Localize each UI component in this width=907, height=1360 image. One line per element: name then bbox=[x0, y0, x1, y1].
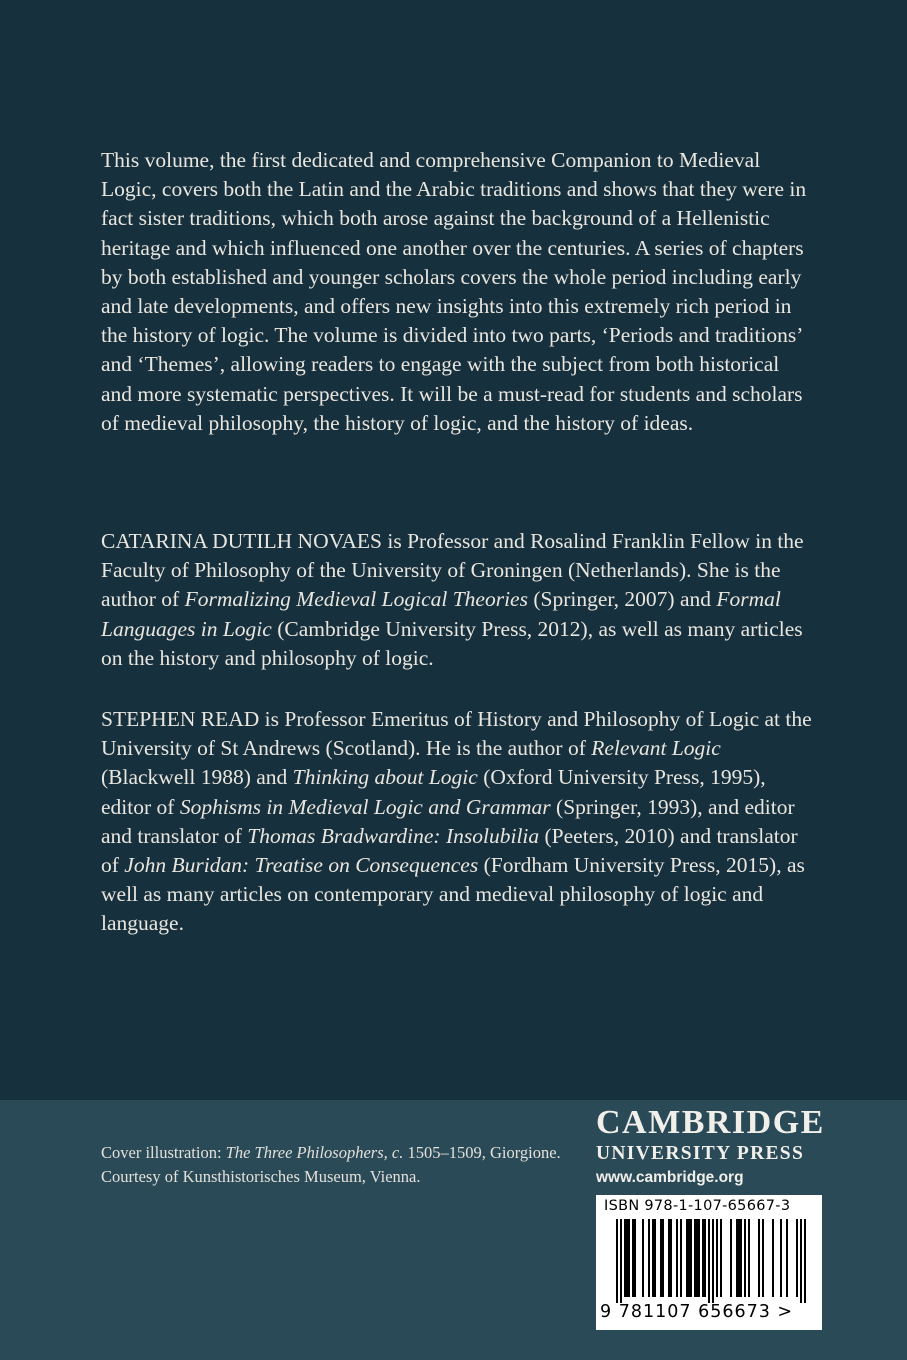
book-title: Thomas Bradwardine: Insolubilia bbox=[247, 823, 540, 848]
barcode-bar bbox=[740, 1219, 742, 1297]
publisher-url[interactable]: www.cambridge.org bbox=[596, 1169, 744, 1186]
barcode-bar bbox=[796, 1219, 798, 1297]
book-title: Formalizing Medieval Logical Theories bbox=[184, 587, 528, 612]
publisher-name: CAMBRIDGE bbox=[596, 1104, 825, 1141]
description-paragraph bbox=[101, 146, 813, 438]
barcode-bar bbox=[772, 1219, 774, 1297]
publisher-block bbox=[596, 1103, 836, 1189]
barcode-bar bbox=[716, 1219, 718, 1297]
barcode-bar bbox=[720, 1219, 722, 1297]
barcode-bar bbox=[758, 1219, 760, 1297]
barcode-bar bbox=[738, 1219, 740, 1297]
barcode-bar bbox=[670, 1219, 672, 1297]
barcode-bar bbox=[688, 1219, 690, 1297]
book-title: Sophisms in Medieval Logic and Grammar bbox=[179, 794, 551, 819]
barcode-bar bbox=[708, 1219, 710, 1303]
barcode-bar bbox=[654, 1219, 656, 1297]
bio-text: is Professor and Rosalind Franklin Fellow in the Faculty of Philosophy of the University of Groningen (Netherlands). She is the author of bbox=[101, 529, 804, 612]
barcode-bar bbox=[662, 1219, 664, 1297]
barcode-bar bbox=[668, 1219, 670, 1297]
bio-text: (Peeters, 2010) and translator of bbox=[101, 823, 798, 878]
bio-text: (Cambridge University Press, 2012), as well as many articles on the history and philosophy of logic. bbox=[101, 616, 803, 670]
book-title: Formal Languages in Logic bbox=[101, 587, 781, 641]
barcode-bar bbox=[676, 1219, 678, 1297]
isbn-label: ISBN 978-1-107-65667-3 bbox=[604, 1198, 791, 1214]
book-title: Relevant Logic bbox=[591, 736, 721, 761]
bio-text: (Springer, 1993), and editor and translator of bbox=[101, 794, 795, 848]
credit-prefix: Cover illustration: bbox=[101, 1143, 226, 1162]
book-title: Thinking about Logic bbox=[292, 765, 478, 790]
barcode-bar bbox=[736, 1219, 738, 1297]
book-title: John Buridan: Treatise on Consequences bbox=[124, 853, 479, 878]
cover-illustration-credit bbox=[101, 1141, 561, 1189]
bio-text: (Blackwell 1988) and bbox=[101, 765, 293, 790]
barcode-bar bbox=[634, 1219, 636, 1297]
barcode-bar bbox=[712, 1219, 714, 1303]
barcode-bar bbox=[704, 1219, 706, 1297]
barcode-bar bbox=[690, 1219, 692, 1297]
artwork-circa: , c. bbox=[383, 1143, 404, 1162]
barcode-bar bbox=[696, 1219, 698, 1297]
barcode-bar bbox=[694, 1219, 696, 1297]
author-bio-read bbox=[101, 705, 813, 939]
barcode-bar bbox=[624, 1219, 626, 1297]
barcode-bar bbox=[748, 1219, 750, 1297]
barcode-bar bbox=[632, 1219, 634, 1297]
barcode-bar bbox=[762, 1219, 764, 1297]
barcode-bar bbox=[620, 1219, 622, 1303]
barcode-bar bbox=[686, 1219, 688, 1297]
barcode-bar bbox=[786, 1219, 788, 1297]
bio-text: (Oxford University Press, 1995), editor of bbox=[101, 765, 766, 819]
barcode-bar bbox=[626, 1219, 628, 1297]
barcode-bar bbox=[616, 1219, 618, 1303]
barcode-bar bbox=[642, 1219, 644, 1297]
description-text: This volume, the first dedicated and comprehensive Companion to Medieval Logic, covers both the Latin and the Arabic traditions and shows that they were in fact sister traditions, which both arose against the background of a Hellenistic heritage and which influenced one another over the centuries. A series of chapters by both established and younger scholars covers the whole period including early and late developments, and offers new insights into this extremely rich period in the history of logic. The volume is divided into two parts, ‘Periods and traditions’ and ‘Themes’, allowing readers to engage with the subject from both historical and more systematic perspectives. It will be a must-read for students and scholars of medieval philosophy, the history of logic, and the history of ideas. bbox=[101, 148, 807, 435]
barcode-bar bbox=[804, 1219, 806, 1303]
barcode-bar bbox=[680, 1219, 682, 1297]
artwork-title: The Three Philosophers bbox=[225, 1143, 384, 1162]
bio-text: (Fordham University Press, 2015), as well as many articles on contemporary and medieval philosophy of logic and language. bbox=[101, 853, 805, 936]
author-bio-novaes bbox=[101, 527, 813, 673]
barcode-bar bbox=[652, 1219, 654, 1297]
bio-text: is Professor Emeritus of History and Philosophy of Logic at the University of St Andrews (Scotland). He is the author of bbox=[101, 707, 812, 761]
author-name: CATARINA DUTILH NOVAES bbox=[101, 529, 382, 553]
credit-text: 1505–1509, Giorgione. Courtesy of Kunsthistorisches Museum, Vienna. bbox=[101, 1143, 561, 1186]
barcode-digits: 9 781107 656673 > bbox=[600, 1302, 794, 1322]
barcode-bar bbox=[780, 1219, 782, 1297]
bio-text: (Springer, 2007) and bbox=[527, 587, 717, 612]
barcode-bar bbox=[730, 1219, 732, 1297]
barcode-bar bbox=[800, 1219, 802, 1303]
barcode-bar bbox=[648, 1219, 650, 1297]
barcode-bar bbox=[744, 1219, 746, 1297]
barcode-bar bbox=[628, 1219, 630, 1297]
barcode-bar bbox=[660, 1219, 662, 1297]
barcode-bar bbox=[698, 1219, 700, 1297]
isbn-barcode bbox=[596, 1195, 822, 1330]
author-name: STEPHEN READ bbox=[101, 707, 260, 731]
publisher-subtitle: UNIVERSITY PRESS bbox=[596, 1143, 805, 1164]
barcode-bars bbox=[600, 1219, 818, 1303]
barcode-bar bbox=[702, 1219, 704, 1297]
